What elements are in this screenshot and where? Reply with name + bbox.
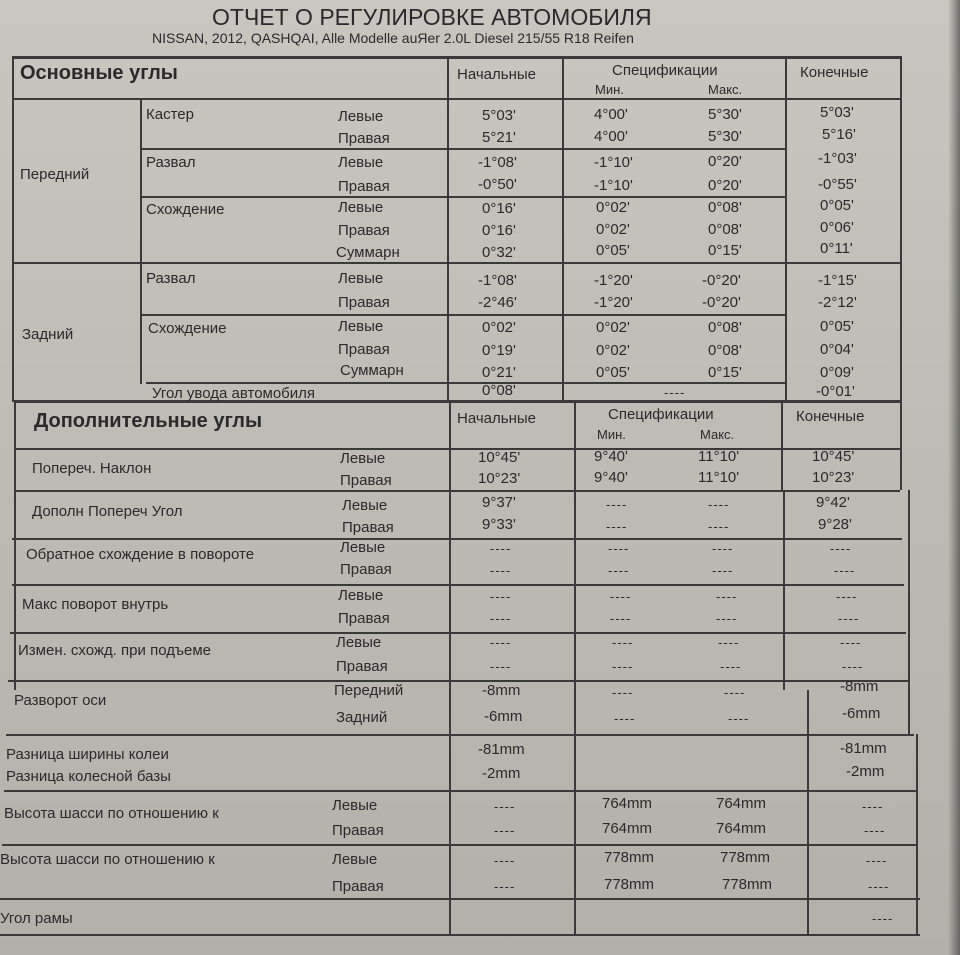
- value-final: -81mm: [840, 740, 887, 757]
- side-label: Левые: [340, 450, 386, 467]
- value-max: 764mm: [716, 820, 767, 837]
- value-max: ----: [728, 711, 750, 726]
- param-label: Угол рамы: [0, 910, 73, 927]
- value-min: 4°00': [594, 128, 628, 145]
- value-min: ----: [606, 519, 628, 534]
- value-final: -1°03': [818, 150, 857, 167]
- value-min: 0°05': [596, 364, 630, 381]
- param-label: Разворот оси: [14, 692, 107, 709]
- value-initial: 0°21': [482, 364, 516, 381]
- side-label: Правая: [340, 472, 392, 489]
- value-final: ----: [842, 659, 864, 674]
- value-final: ----: [834, 563, 856, 578]
- divider: [14, 448, 900, 450]
- grid-line: [574, 400, 576, 935]
- value-final: 10°45': [812, 448, 855, 465]
- value-max: 5°30': [708, 128, 742, 145]
- param-label: Высота шасси по отношению к: [0, 851, 215, 868]
- value-max: ----: [712, 563, 734, 578]
- col-min: Мин.: [597, 427, 626, 442]
- side-label: Суммарн: [340, 362, 404, 379]
- extra-section-title: Дополнительные углы: [34, 410, 263, 432]
- divider: [140, 148, 785, 150]
- value-max: -0°20': [702, 294, 741, 311]
- value-min: ----: [612, 685, 634, 700]
- col-final: Конечные: [796, 408, 865, 425]
- col-spec: Спецификации: [612, 62, 718, 79]
- grid-line: [447, 56, 449, 402]
- value-initial: ----: [490, 563, 512, 578]
- divider: [12, 584, 904, 586]
- value-min: 778mm: [604, 849, 655, 866]
- value-final: ----: [872, 911, 894, 926]
- col-max: Макс.: [700, 427, 735, 442]
- value-initial: ----: [494, 879, 516, 894]
- value-min: 9°40': [594, 448, 628, 465]
- side-label: Правая: [338, 130, 390, 147]
- grid-line: [449, 400, 451, 935]
- side-label: Правая: [332, 878, 384, 895]
- value-initial: -2°46': [478, 294, 517, 311]
- value-final: 0°05': [820, 197, 854, 214]
- value-max: 0°20': [708, 153, 742, 170]
- value-initial: 0°16': [482, 222, 516, 239]
- value-min: -1°20': [594, 294, 633, 311]
- value-min: 764mm: [602, 795, 653, 812]
- grid-line: [14, 400, 16, 690]
- value-final: ----: [840, 635, 862, 650]
- value-max: 0°20': [708, 177, 742, 194]
- col-min: Мин.: [595, 82, 624, 97]
- value-final: ----: [862, 799, 884, 814]
- side-label: Левые: [342, 497, 388, 514]
- value-min: -1°10': [594, 177, 633, 194]
- value-initial: ----: [490, 659, 512, 674]
- value-initial: -1°08': [478, 272, 517, 289]
- side-label: Правая: [338, 341, 390, 358]
- value-max: 0°08': [708, 342, 742, 359]
- divider: [12, 262, 902, 264]
- value-final: -0°01': [816, 383, 855, 400]
- divider: [0, 934, 920, 936]
- value-min: 0°05': [596, 242, 630, 259]
- caster-label: Кастер: [146, 106, 194, 123]
- value-max: ----: [712, 541, 734, 556]
- param-label: Обратное схождение в повороте: [26, 546, 255, 563]
- param-label: Измен. схожд. при подъеме: [18, 642, 212, 659]
- value-initial: -81mm: [478, 741, 525, 758]
- value-final: ----: [830, 541, 852, 556]
- value-final: -1°15': [818, 272, 857, 289]
- value-initial: ----: [490, 635, 512, 650]
- value-max: 0°15': [708, 364, 742, 381]
- value-final: ----: [836, 589, 858, 604]
- report-subtitle: NISSAN, 2012, QASHQAI, Alle Modelle auЯer 2.0L Diesel 215/55 R18 Reifen: [152, 30, 634, 46]
- value-initial: -0°50': [478, 176, 517, 193]
- camber-label: Развал: [146, 154, 196, 171]
- toe-label: Схождение: [148, 320, 227, 337]
- grid-line: [807, 690, 809, 935]
- divider: [140, 314, 785, 316]
- value-initial: ----: [490, 611, 512, 626]
- value-final: 5°03': [820, 104, 854, 121]
- grid-line: [562, 56, 564, 402]
- value-min: 0°02': [596, 319, 630, 336]
- value-initial: ----: [494, 799, 516, 814]
- value-max: ----: [724, 685, 746, 700]
- value-min: 778mm: [604, 876, 655, 893]
- main-section-title: Основные углы: [20, 62, 178, 84]
- col-max: Макс.: [708, 82, 743, 97]
- value-min: 0°02': [596, 199, 630, 216]
- divider: [14, 490, 900, 492]
- param-label: Высота шасси по отношению к: [4, 805, 219, 822]
- value-max: 0°08': [708, 199, 742, 216]
- side-label: Правая: [332, 822, 384, 839]
- value-min: 0°02': [596, 342, 630, 359]
- divider: [8, 680, 910, 682]
- side-label: Левые: [336, 634, 382, 651]
- value-final: 0°11': [820, 240, 853, 257]
- divider: [4, 790, 916, 792]
- side-label: Левые: [338, 270, 384, 287]
- grid-line: [140, 98, 142, 384]
- value-min: ----: [614, 711, 636, 726]
- value-initial: 5°03': [482, 107, 516, 124]
- value-max: ----: [708, 519, 730, 534]
- value-min: ----: [606, 497, 628, 512]
- side-label: Правая: [338, 294, 390, 311]
- value-min: 4°00': [594, 106, 628, 123]
- value-initial: 0°19': [482, 342, 516, 359]
- value-final: -8mm: [840, 678, 879, 695]
- value-min: ----: [612, 659, 634, 674]
- side-label: Левые: [338, 318, 384, 335]
- param-label: Разница ширины колеи: [6, 746, 169, 763]
- divider: [12, 538, 902, 540]
- divider: [6, 734, 914, 736]
- grid-line: [781, 400, 783, 490]
- toe-label: Схождение: [146, 201, 225, 218]
- divider: [10, 632, 906, 634]
- value-max: 778mm: [722, 876, 773, 893]
- value-initial: -8mm: [482, 682, 521, 699]
- value-initial: ----: [490, 541, 512, 556]
- divider: [0, 898, 920, 900]
- value-final: 0°05': [820, 318, 854, 335]
- value-final: -2°12': [818, 294, 857, 311]
- value-final: 0°06': [820, 219, 854, 236]
- value-spec: ----: [664, 385, 686, 400]
- value-initial: 5°21': [482, 129, 516, 146]
- side-label: Правая: [338, 178, 390, 195]
- grid-line: [908, 490, 910, 734]
- value-final: ----: [838, 611, 860, 626]
- value-min: -1°10': [594, 154, 633, 171]
- value-max: ----: [718, 635, 740, 650]
- side-label: Левые: [338, 199, 384, 216]
- value-final: 0°09': [820, 364, 854, 381]
- grid-line: [916, 734, 918, 935]
- value-max: 778mm: [720, 849, 771, 866]
- value-min: ----: [612, 635, 634, 650]
- value-final: 9°28': [818, 516, 852, 533]
- divider: [146, 382, 786, 384]
- camber-label: Развал: [146, 270, 196, 287]
- value-max: 11°10': [698, 469, 740, 486]
- divider: [12, 56, 902, 59]
- divider: [12, 98, 902, 100]
- value-final: 9°42': [816, 494, 850, 511]
- value-initial: -2mm: [482, 765, 521, 782]
- side-label: Правая: [340, 561, 392, 578]
- side-label: Левые: [338, 154, 384, 171]
- value-final: 0°04': [820, 341, 854, 358]
- side-label: Правая: [342, 519, 394, 536]
- grid-line: [783, 490, 785, 690]
- value-max: 0°15': [708, 242, 742, 259]
- value-initial: 0°08': [482, 382, 516, 399]
- value-min: ----: [610, 611, 632, 626]
- grid-line: [900, 400, 902, 490]
- value-initial: 0°32': [482, 244, 516, 261]
- value-max: 11°10': [698, 448, 740, 465]
- value-max: ----: [708, 497, 730, 512]
- col-initial: Начальные: [457, 410, 536, 427]
- front-label: Передний: [20, 166, 90, 183]
- side-label: Левые: [338, 108, 384, 125]
- value-final: 5°16': [822, 126, 856, 143]
- value-final: 10°23': [812, 469, 855, 486]
- value-final: -2mm: [846, 763, 885, 780]
- value-min: -1°20': [594, 272, 633, 289]
- value-final: ----: [868, 879, 890, 894]
- col-initial: Начальные: [457, 66, 536, 83]
- value-initial: 10°45': [478, 449, 521, 466]
- divider: [2, 844, 918, 846]
- grid-line: [785, 56, 787, 402]
- value-min: 0°02': [596, 221, 630, 238]
- value-min: 9°40': [594, 469, 628, 486]
- rear-label: Задний: [22, 326, 74, 343]
- value-initial: 9°33': [482, 516, 516, 533]
- side-label: Левые: [332, 851, 378, 868]
- side-label: Правая: [338, 610, 390, 627]
- value-max: 0°08': [708, 221, 742, 238]
- side-label: Суммарн: [336, 244, 400, 261]
- value-max: -0°20': [702, 272, 741, 289]
- value-max: 0°08': [708, 319, 742, 336]
- grid-line: [12, 56, 14, 402]
- value-initial: ----: [494, 853, 516, 868]
- value-min: ----: [608, 563, 630, 578]
- value-initial: 10°23': [478, 470, 521, 487]
- value-max: 5°30': [708, 106, 742, 123]
- value-final: ----: [864, 823, 886, 838]
- param-label: Дополн Попереч Угол: [32, 503, 183, 520]
- value-max: ----: [716, 611, 738, 626]
- value-initial: 0°16': [482, 200, 516, 217]
- value-min: ----: [610, 589, 632, 604]
- divider: [14, 400, 900, 403]
- value-final: ----: [866, 853, 888, 868]
- side-label: Левые: [332, 797, 378, 814]
- value-initial: -6mm: [484, 708, 523, 725]
- value-initial: ----: [490, 589, 512, 604]
- side-label: Левые: [340, 539, 386, 556]
- value-min: 764mm: [602, 820, 653, 837]
- value-initial: -1°08': [478, 154, 517, 171]
- side-label: Правая: [338, 222, 390, 239]
- grid-line: [900, 56, 902, 402]
- param-label: Попереч. Наклон: [32, 460, 152, 477]
- value-max: ----: [716, 589, 738, 604]
- report-title: ОТЧЕТ О РЕГУЛИРОВКЕ АВТОМОБИЛЯ: [212, 4, 652, 30]
- value-max: ----: [720, 659, 742, 674]
- value-final: -6mm: [842, 705, 881, 722]
- col-spec: Спецификации: [608, 406, 714, 423]
- value-initial: 9°37': [482, 494, 516, 511]
- col-final: Конечные: [800, 64, 869, 81]
- side-label: Левые: [338, 587, 384, 604]
- param-label: Макс поворот внутрь: [22, 596, 169, 613]
- value-max: 764mm: [716, 795, 767, 812]
- thrust-angle-label: Угол увода автомобиля: [152, 385, 316, 402]
- value-min: ----: [608, 541, 630, 556]
- value-initial: 0°02': [482, 319, 516, 336]
- paper-shadow: [948, 0, 960, 955]
- side-label: Правая: [336, 658, 388, 675]
- divider: [140, 196, 785, 198]
- value-initial: ----: [494, 823, 516, 838]
- side-label: Передний: [334, 682, 404, 699]
- side-label: Задний: [336, 709, 388, 726]
- value-final: -0°55': [818, 176, 857, 193]
- param-label: Разница колесной базы: [6, 768, 171, 785]
